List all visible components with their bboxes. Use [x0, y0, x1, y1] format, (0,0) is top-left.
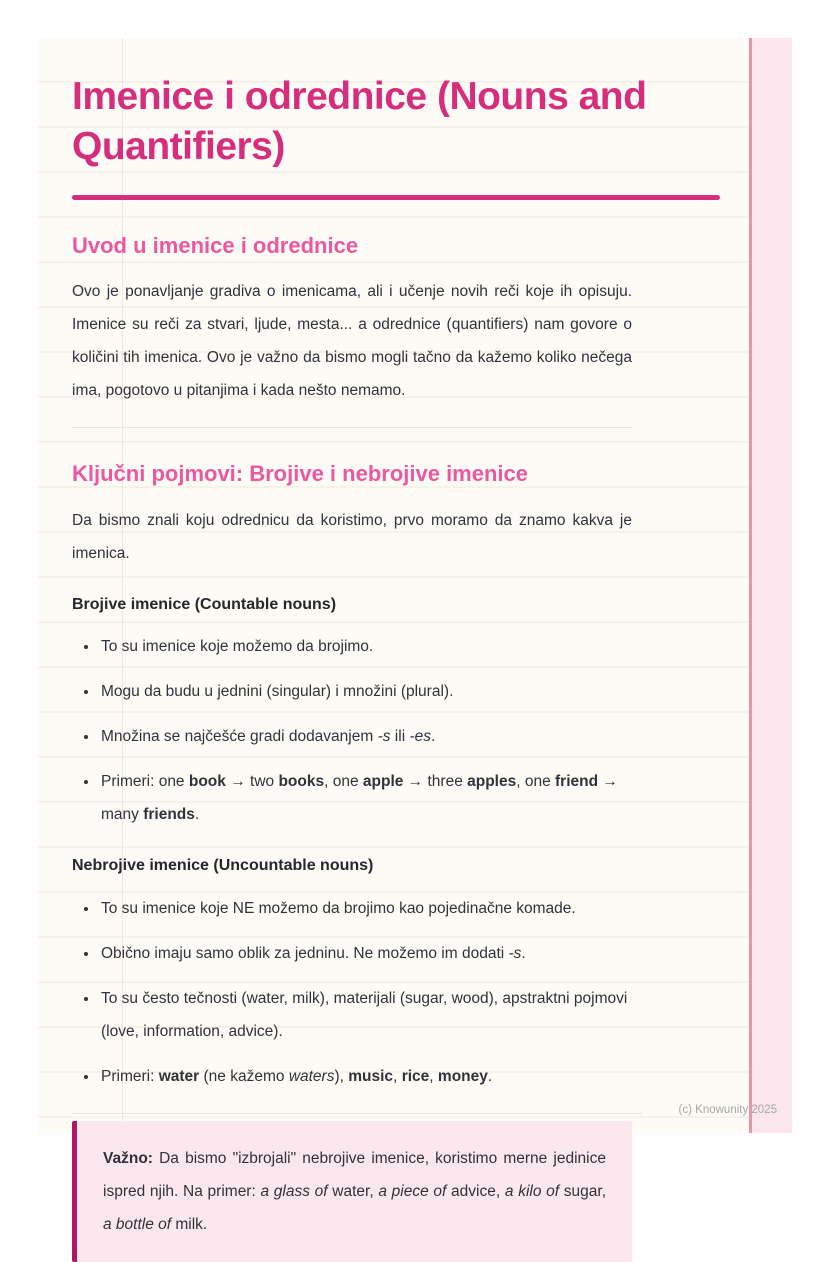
- section-heading-key-terms: Ključni pojmovi: Brojive i nebrojive imenice: [72, 461, 528, 487]
- list-item: • To su često tečnosti (water, milk), materijali (sugar, wood), apstraktni pojmovi (love, information, advice).: [99, 982, 632, 1048]
- subsection-title-uncountable: Nebrojive imenice (Uncountable nouns): [72, 857, 374, 875]
- section-divider: [72, 427, 632, 428]
- right-accent-stripe: [749, 38, 792, 1133]
- page-card: [38, 38, 792, 1233]
- callout-text: Važno: Da bismo "izbrojali" nebrojive imenice, koristimo merne jedinice ispred njih. Na primer: a glass of water, a piece of advice, a kilo of sugar, a bottle of milk.: [103, 1149, 606, 1233]
- subsection-title-countable: Brojive imenice (Countable nouns): [72, 595, 337, 613]
- list-item: • Primeri: water (ne kažemo waters), music, rice, money.: [99, 1060, 632, 1093]
- intro-paragraph: Ovo je ponavljanje gradiva o imenicama, ali i učenje novih reči koje ih opisuju. Imenice su reči za stvari, ljude, mesta... a odrednice (quantifiers) nam govore o količini tih imenica. Ovo je važno da bismo mogli tačno da kažemo koliko nečega ima, pogotovo u pitanjima i kada nešto nemamo.: [72, 283, 632, 400]
- section-heading-intro: Uvod u imenice i odrednice: [72, 232, 359, 258]
- title-rule: [72, 195, 720, 200]
- list-item: • To su imenice koje NE možemo da brojimo kao pojedinačne komade.: [99, 892, 632, 925]
- important-callout: [72, 1121, 632, 1262]
- uncountable-bullet-list: [72, 892, 632, 1093]
- footer-credit: (c) Knowunity 2025: [678, 1104, 777, 1116]
- list-item: • Mogu da budu u jednini (singular) i množini (plural).: [99, 675, 632, 708]
- page-title: Imenice i odrednice (Nouns and Quantifiers): [72, 75, 647, 168]
- countable-bullet-list: [72, 630, 632, 831]
- footer-divider: [72, 1113, 642, 1114]
- list-item: • To su imenice koje možemo da brojimo.: [99, 630, 632, 663]
- key-terms-paragraph: Da bismo znali koju odrednicu da koristimo, prvo moramo da znamo kakva je imenica.: [72, 511, 632, 562]
- list-item: • Primeri: one book → two books, one apple → three apples, one friend → many friends.: [99, 765, 632, 831]
- document-content: [72, 38, 722, 1262]
- list-item: • Množina se najčešće gradi dodavanjem -s ili -es.: [99, 720, 632, 753]
- list-item: • Obično imaju samo oblik za jedninu. Ne možemo im dodati -s.: [99, 937, 632, 970]
